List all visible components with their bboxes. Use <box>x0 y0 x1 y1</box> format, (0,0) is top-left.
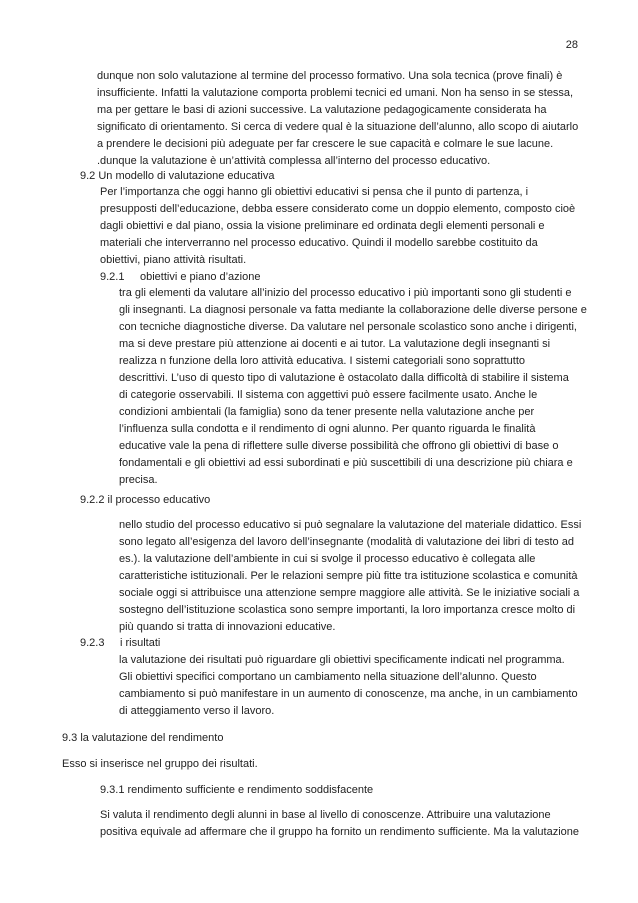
text-line: significato di orientamento. Si cerca di vedere qual è la situazione dell’alunno, allo scopo di aiutarlo <box>97 121 579 133</box>
text-line: con tecniche diagnostiche diverse. Da valutare nel personale scolastico sono anche i dirigenti, <box>119 321 577 333</box>
section-title: obiettivi e piano d’azione <box>140 271 261 283</box>
section-9-3-1-heading: 9.3.1 rendimento sufficiente e rendimento soddisfacente <box>100 784 374 796</box>
section-9-3-text: Esso si inserisce nel gruppo dei risultati. <box>62 758 258 770</box>
text-line: presupposti dell’educazione, debba essere considerato come un doppio elemento, composto cioè <box>100 203 576 215</box>
text-line: gli insegnanti. La diagnosi personale va fatta mediante la collaborazione delle diverse persone e <box>119 304 587 316</box>
text-line: insufficiente. Infatti la valutazione comporta problemi tecnici ed umani. Non ha senso in se stessa, <box>97 87 574 99</box>
section-9-3-heading: 9.3 la valutazione del rendimento <box>62 732 224 744</box>
text-line: materiali che interverranno nel processo educativo. Quindi il modello sarebbe costituito da <box>100 237 538 249</box>
text-line: a prendere le decisioni più adeguate per far crescere le sue capacità e colmare le sue lacune. <box>97 138 554 150</box>
intro-paragraph <box>97 68 578 170</box>
text-line: es.). la valutazione dell’ambiente in cui si svolge il processo educativo è collegata alle <box>119 553 536 565</box>
section-9-2-2-paragraph <box>119 517 581 636</box>
section-9-2-1-paragraph <box>119 285 587 489</box>
section-number: 9.2.1 <box>100 271 125 283</box>
section-9-2-paragraph <box>100 184 575 269</box>
section-9-3-1-paragraph <box>100 807 579 841</box>
text-line: Gli obiettivi specifici comportano un cambiamento nella situazione dell’alunno. Questo <box>119 671 537 683</box>
text-line: più quando si tratta di innovazioni educative. <box>119 621 336 633</box>
text-line: Per l’importanza che oggi hanno gli obiettivi educativi si pensa che il punto di partenza, i <box>100 186 529 198</box>
text-line: precisa. <box>119 474 158 486</box>
text-line: obiettivi, piano attività risultati. <box>100 254 247 266</box>
text-line: condizioni ambientali (la famiglia) sono da tener presente nella valutazione anche per <box>119 406 535 418</box>
text-line: l’influenza sulla condotta e il rendimento di ogni alunno. Per quanto riguarda le finalità <box>119 423 536 435</box>
section-9-2-3-paragraph <box>119 652 578 720</box>
text-line: ma per gettare le basi di azioni successive. La valutazione pedagogicamente considerata ha <box>97 104 547 116</box>
text-line: educative vale la pena di riflettere sulle diverse possibilità che offrono gli obiettivi di base o <box>119 440 559 452</box>
text-line: positiva equivale ad affermare che il gruppo ha fornito un rendimento sufficiente. Ma la valutazione <box>100 826 579 838</box>
text-line: di atteggiamento verso il lavoro. <box>119 705 275 717</box>
section-title: i risultati <box>120 637 161 649</box>
page-number: 28 <box>565 39 578 51</box>
text-line: caratteristiche istituzionali. Per le relazioni sempre più fitte tra istituzione scolastica e comunità <box>119 570 578 582</box>
section-9-2-1-heading <box>100 270 260 284</box>
text-line: dunque non solo valutazione al termine del processo formativo. Una sola tecnica (prove finali) è <box>97 70 563 82</box>
text-line: la valutazione dei risultati può riguardare gli obiettivi specificamente indicati nel programma. <box>119 654 565 666</box>
text-line: tra gli elementi da valutare all’inizio del processo educativo i più importanti sono gli studenti e <box>119 287 572 299</box>
text-line: Si valuta il rendimento degli alunni in base al livello di conoscenze. Attribuire una valutazione <box>100 809 551 821</box>
text-line: sono legato all’esigenza del lavoro dell’insegnante (modalità di valutazione dei libri di testo ad <box>119 536 574 548</box>
text-line: realizza n funzione della loro attività educativa. I sistemi categoriali sono soprattutto <box>119 355 525 367</box>
section-9-2-3-heading <box>80 636 160 650</box>
section-number: 9.2.3 <box>80 637 105 649</box>
text-line: ma si deve prestare più attenzione ai docenti e ai tutor. La valutazione degli insegnanti si <box>119 338 551 350</box>
text-line: dagli obiettivi e dal piano, ossia la visione preliminare ed ordinata degli elementi personali e <box>100 220 545 232</box>
text-line: sociale oggi si attribuisce una attenzione sempre maggiore alle attività. Se le iniziative sociali a <box>119 587 580 599</box>
text-line: nello studio del processo educativo si può segnalare la valutazione del materiale didattico. Essi <box>119 519 582 531</box>
text-line: cambiamento si può manifestare in un aumento di conoscenze, ma anche, in un cambiamento <box>119 688 578 700</box>
text-line: fondamentali e gli obiettivi ad essi subordinati e più suscettibili di una descrizione più chiara e <box>119 457 573 469</box>
text-line: sostegno dell’istituzione scolastica sono sempre importanti, la loro importanza cresce molto di <box>119 604 576 616</box>
section-9-2-2-heading: 9.2.2 il processo educativo <box>80 494 211 506</box>
text-line: .dunque la valutazione è un’attività complessa all’interno del processo educativo. <box>97 155 491 167</box>
section-9-2-heading: 9.2 Un modello di valutazione educativa <box>80 170 275 182</box>
text-line: descrittivi. L’uso di questo tipo di valutazione è ostacolato dalla difficoltà di stabilire il sistema <box>119 372 569 384</box>
text-line: di categorie osservabili. Il sistema con aggettivi può essere facilmente usato. Anche le <box>119 389 538 401</box>
